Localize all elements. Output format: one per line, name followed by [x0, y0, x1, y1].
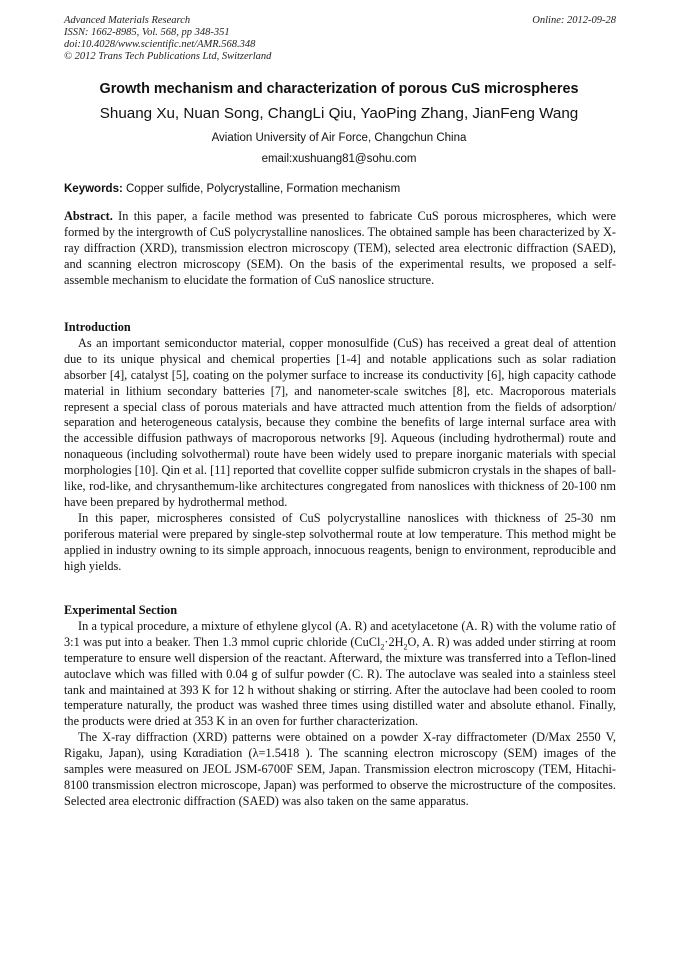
abstract-text: In this paper, a facile method was presented to fabricate CuS porous microspheres, which were formed by the intergrowth of CuS polycrystalline nanoslices. The obtained sample has been characterized by X-ray diffraction (XRD), transmission electron microscopy (TEM), selected area electronic diffraction (SAED), and scanning electron microscopy (SEM). On the basis of the experimental results, we proposed a self-assemble mechanism to elucidate the formation of CuS nanoslice structure. — [64, 209, 616, 287]
journal-header — [64, 15, 271, 63]
introduction-heading: Introduction — [64, 320, 131, 334]
author-affiliation: Aviation University of Air Force, Changchun China — [211, 132, 467, 144]
experimental-paragraph-1: In a typical procedure, a mixture of ethylene glycol (A. R) and acetylacetone (A. R) with the volume ratio of 3:1 was put into a beaker. Then 1.3 mmol cupric chloride ($CuCl_2\cdot 2H_2O$, A. R) was added under stirring at room temperature to ensure well dispersion of the reactant. Afterward, the mixture was transferred into a Teflon-lined autoclave which was filled with 0.04 g of sulfur powder (C. R). The autoclave was sealed into a stainless steel tank and maintained at 393 K for 12 h without shaking or stirring. After the autoclave had been cooled to room temperature naturally, the product was washed three times using distilled water and absolute ethanol. Finally, the products were dried at 353 K in an oven for further characterization. — [64, 618, 616, 729]
online-date: Online: 2012-09-28 — [532, 15, 616, 26]
experimental-heading: Experimental Section — [64, 603, 178, 617]
abstract — [64, 209, 616, 289]
keywords-text: Copper sulfide, Polycrystalline, Formation mechanism — [126, 183, 401, 195]
keywords-label: Keywords: — [64, 183, 123, 195]
author-email: email:xushuang81@sohu.com — [261, 153, 417, 165]
abstract-label: Abstract. — [64, 209, 113, 223]
issn-line: ISSN: 1662-8985, Vol. 568, pp 348-351 — [64, 27, 230, 38]
experimental-section — [64, 603, 616, 810]
paper-authors: Shuang Xu, Nuan Song, ChangLi Qiu, YaoPing Zhang, JianFeng Wang — [99, 105, 579, 122]
introduction-paragraph-2: In this paper, microspheres consisted of CuS polycrystalline nanoslices with thickness of 25-30 nm poriferous material were prepared by single-step solvothermal route at low temperature. This method might be applied in industry owning to its simple approach, innocuous reagents, benign to environment, reproducible and high yields. — [64, 510, 616, 573]
keywords — [64, 181, 616, 197]
copyright-line: © 2012 Trans Tech Publications Ltd, Switzerland — [64, 51, 272, 62]
introduction-section — [64, 320, 616, 575]
journal-name: Advanced Materials Research — [64, 15, 191, 26]
introduction-paragraph-1: As an important semiconductor material, copper monosulfide (CuS) has received a great deal of attention due to its unique physical and chemical properties [1-4] and notable applications such as solar radiation absorber [4], catalyst [5], coating on the polymer surface to increase its conductivity [6], high capacity cathode material in lithium secondary batteries [7], and nanometer-scale switches [8], etc. Macroporous materials represent a special class of porous materials and have attracted much attention from the fields of adsorption/ separation and heterogeneous catalysis, because they combine the benefits of large internal surface area with the accessible diffusion pathways of macroporous networks [9]. Aqueous (including hydrothermal) route and nonaqueous (including solvothermal) route have been widely used to prepare inorganic materials with special morphologies [10]. Qin et al. [11] reported that covellite copper sulfide submicron crystals in the shapes of ball-like, rod-like, and chrysanthemum-like architectures congregated from nanoslices with thickness of 20-100 nm have been prepared by hydrothermal method. — [64, 335, 616, 509]
doi-line: doi:10.4028/www.scientific.net/AMR.568.348 — [64, 39, 256, 50]
experimental-paragraph-2: The X-ray diffraction (XRD) patterns were obtained on a powder X-ray diffractometer (D/Max 2550 V, Rigaku, Japan), using Kαradiation (λ=1.5418 ). The scanning electron microscopy (SEM) images of the samples were measured on JEOL JSM-6700F SEM, Japan. Transmission electron microscopy (TEM, Hitachi-8100 transmission electron microscope, Japan) was performed to observe the microstructure of the composites. Selected area electronic diffraction (SAED) was also taken on the same apparatus. — [64, 730, 616, 808]
paper-title: Growth mechanism and characterization of porous CuS microspheres — [99, 81, 579, 97]
